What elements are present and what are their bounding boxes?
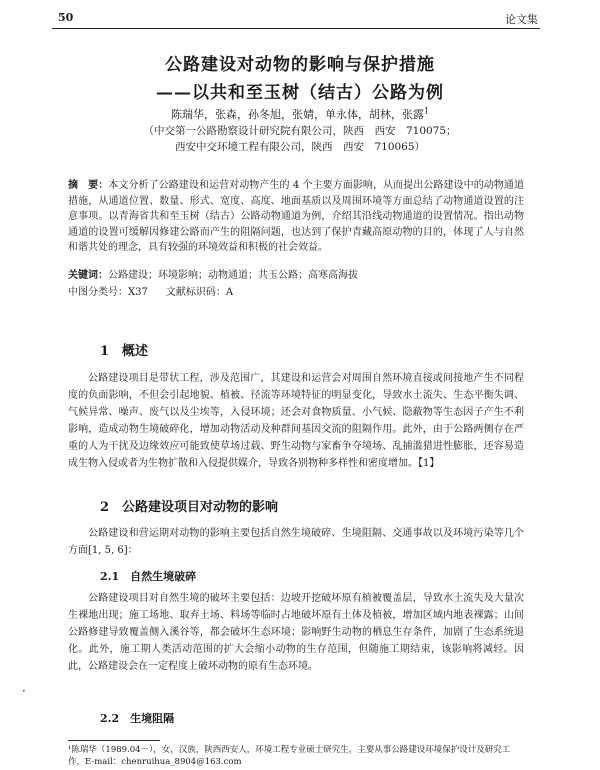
header-rule	[52, 28, 540, 29]
abstract-text: 本文分析了公路建设和运营对动物产生的 4 个主要方面影响，从而提出公路建设中的动物通道措施，从通道位置、数量、形式、宽度、高度、地面基质以及周围环境等方面总结了动物通道设置的注意事项。以青海省共和至玉树（结古）公路动物通道为例，介绍其沿线动物通道的设置情况。指出动物通道的设置可缓解因修建公路而产生的阻隔问题，也达到了保护青藏高原动物的目的，体现了人与自然和谐共处的理念，具有较强的环境效益和积极的社会效益。	[68, 180, 524, 253]
document-code: 文献标识码：A	[165, 287, 234, 298]
author-mark: 1	[423, 106, 430, 116]
margin-mark: ·	[22, 684, 26, 698]
paper-subtitle: ——以共和至玉树（结古）公路为例	[156, 83, 444, 103]
keywords	[68, 266, 358, 281]
abstract	[68, 178, 524, 256]
clc-number: 中图分类号：X37	[68, 287, 148, 298]
affiliation-2: 西安中交环境工程有限公司，陕西 西安 710065）	[174, 141, 426, 153]
running-title: 论文集	[505, 13, 538, 26]
section-2-title: 2 公路建设项目对动物的影响	[100, 500, 279, 515]
footnote-rule	[68, 740, 160, 741]
section-1-heading	[100, 340, 148, 359]
keywords-text: 公路建设；环境影响；动物通道；共玉公路；高寒高海拔	[108, 270, 358, 281]
subsection-2-1-title: 2.1 自然生境破碎	[100, 570, 197, 583]
section-1-title: 1 概述	[100, 344, 149, 359]
author-list	[0, 106, 600, 122]
subsection-2-1-body: 公路建设项目对自然生境的破坏主要包括：边坡开挖破坏原有植被覆盖层，导致水土流失及大量次生裸地出现；施工场地、取弃土场、料场等临时占地破坏原有土体及植被，增加区域内地表裸露；山间公路修建导致覆盖侧入溪谷等，都会破坏生态环境；影响野生动物的栖息生存条件，加剧了生态系统退化。此外，施工期人类活动范围的扩大会缩小动物的生存范围，但随施工期结束，该影响将减轻。因此，公路建设会在一定程度上破坏动物的原有生态环境。	[68, 593, 524, 672]
author-names: 陈瑞华，张森，孙冬旭，张婧，单永体，胡林，张露	[170, 108, 424, 121]
subsection-2-1-heading	[100, 568, 196, 584]
subsection-2-2-title: 2.2 生境阻隔	[100, 712, 175, 725]
section-2-heading	[100, 496, 278, 515]
classification-line	[68, 283, 251, 298]
footnote: ¹陈瑞华（1989.04－），女，汉族，陕西西安人，环境工程专业硕士研究生，主要从事公路建设环境保护设计及研究工作，E-mail：chenruihua_8904@163.com	[68, 745, 511, 767]
subsection-2-2-heading	[100, 710, 174, 726]
section-1-body: 公路建设项目是带状工程，涉及范围广，其建设和运营会对周围自然环境直接或间接地产生不同程度的负面影响，不但会引起地貌、植被、径流等环境特征的明显变化，导致水土流失、生态平衡失调、气候异常、噪声、废气以及尘埃等，入侵环境；还会对食物质量、小气候、隐蔽物等生态因子产生不利影响，造成动物生境破碎化，增加动物活动及种群间基因交流的阻隔作用。此外，由于公路两侧存在严重的人为干扰及边缘效应可能致使草场过载、野生动物与家畜争夺境场、乱捕滥猎进性膨胀，还容易造成生物入侵或者为生物扩散和入侵提供媒介，导致各别物种多样性和密度增加。【1】	[68, 373, 524, 469]
keywords-label: 关键词：	[68, 270, 108, 281]
abstract-label: 摘 要：	[68, 180, 109, 191]
affiliation-1: （中交第一公路勘察设计研究院有限公司，陕西 西安 710075；	[143, 125, 457, 137]
section-2-intro: 公路建设和营运期对动物的影响主要包括自然生境破碎、生境阻隔、交通事故以及环境污染等几个方面[1, 5, 6]：	[68, 528, 524, 556]
paper-title: 公路建设对动物的影响与保护措施	[165, 55, 435, 75]
page-number: 50	[58, 11, 74, 24]
